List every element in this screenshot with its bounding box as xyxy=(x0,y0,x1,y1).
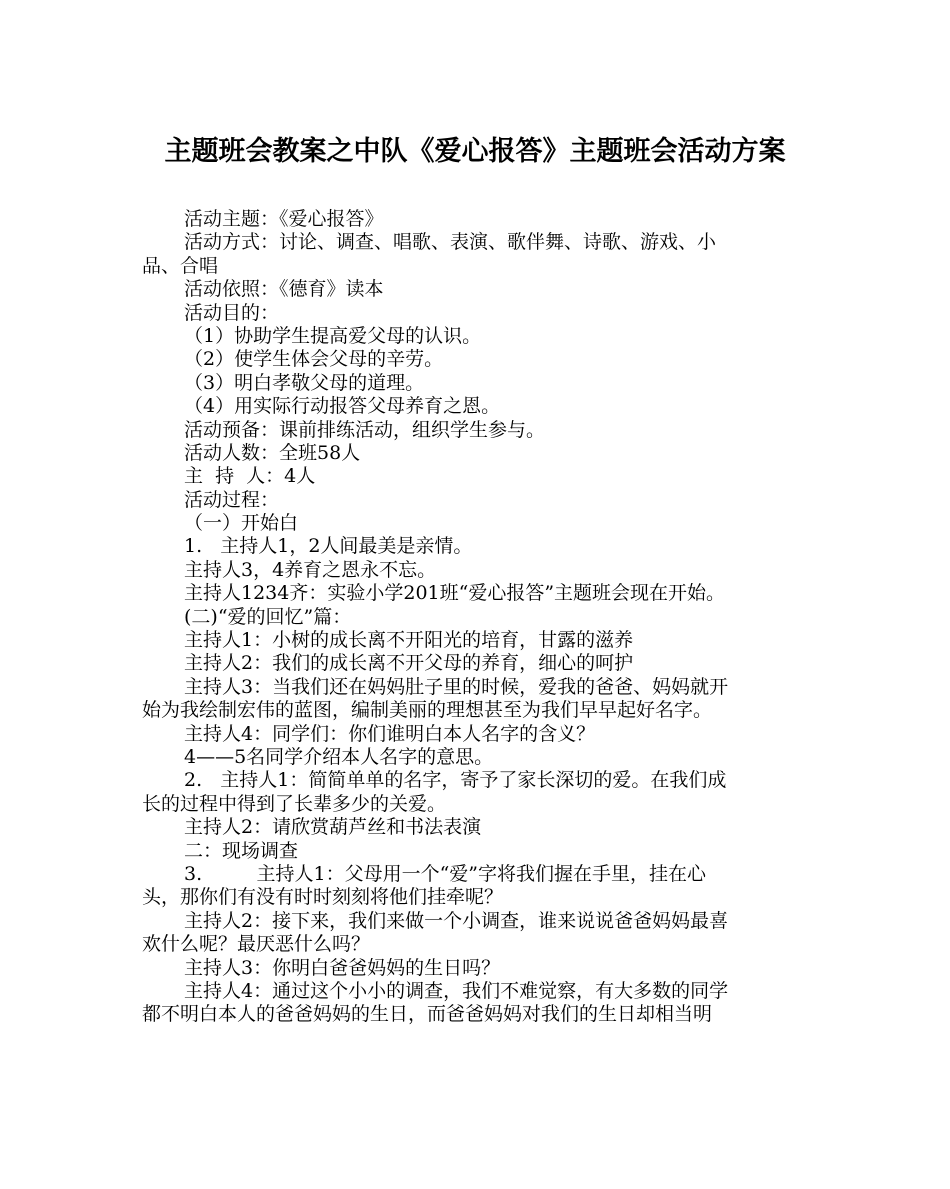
text-line: (二)“爱的回忆”篇： xyxy=(184,605,352,628)
text-line: 2. 主持人1：简简单单的名字，寄予了家长深切的爱。在我们成 xyxy=(184,769,727,792)
text-line: （4）用实际行动报答父母养育之恩。 xyxy=(184,395,501,418)
text-line: 主持人3：你明白爸爸妈妈的生日吗？ xyxy=(184,956,501,979)
text-line: 主持人3：当我们还在妈妈肚子里的时候，爱我的爸爸、妈妈就开 xyxy=(184,675,729,698)
text-line: 4——5名同学介绍本人名字的意思。 xyxy=(184,745,494,768)
text-line: 活动主题：《爱心报答》 xyxy=(184,208,384,230)
text-line: 头，那你们有没有时时刻刻将他们挂牵呢？ xyxy=(142,886,504,909)
text-line: 始为我绘制宏伟的蓝图，编制美丽的理想甚至为我们早早起好名字。 xyxy=(142,699,713,722)
text-line: 1. 主持人1，2人间最美是亲情。 xyxy=(184,535,473,558)
text-line: 长的过程中得到了长辈多少的关爱。 xyxy=(142,792,447,815)
text-line: 活动目的： xyxy=(184,301,280,324)
text-line: （3）明白孝敬父母的道理。 xyxy=(184,371,425,394)
text-line: （1）协助学生提高爱父母的认识。 xyxy=(184,324,482,347)
text-line: 欢什么呢？最厌恶什么吗？ xyxy=(142,933,371,956)
text-line: 主持人1：小树的成长离不开阳光的培育，甘露的滋养 xyxy=(184,629,634,652)
document-body xyxy=(142,208,810,1027)
text-line: 主 持 人：4人 xyxy=(184,465,316,488)
text-line: 活动人数：全班58人 xyxy=(184,441,361,464)
text-line: 活动预备：课前排练活动，组织学生参与。 xyxy=(184,418,546,441)
text-line: 二：现场调查 xyxy=(184,839,299,862)
text-line: 活动依照：《德育》读本 xyxy=(184,278,384,301)
document-title: 主题班会教案之中队《爱心报答》主题班会活动方案 xyxy=(164,136,786,167)
text-line: 主持人3，4养育之恩永不忘。 xyxy=(184,558,437,581)
text-line: 主持人2：接下来，我们来做一个小调查，谁来说说爸爸妈妈最喜 xyxy=(184,909,729,932)
text-line: 品、合唱 xyxy=(142,254,219,277)
text-line: 都不明白本人的爸爸妈妈的生日，而爸爸妈妈对我们的生日却相当明 xyxy=(142,1003,713,1026)
text-line: （2）使学生体会父母的辛劳。 xyxy=(184,348,444,371)
text-line: 主持人2：我们的成长离不开父母的养育，细心的呵护 xyxy=(184,652,634,675)
text-line: 主持人4：同学们：你们谁明白本人名字的含义？ xyxy=(184,722,596,745)
text-line: 活动方式：讨论、调查、唱歌、表演、歌伴舞、诗歌、游戏、小 xyxy=(184,231,717,254)
text-line: 活动过程： xyxy=(184,488,280,511)
text-line: 主持人1234齐：实验小学201班“爱心报答”主题班会现在开始。 xyxy=(184,582,726,605)
text-line: （一）开始白 xyxy=(184,512,299,535)
text-line: 3. 主持人1：父母用一个“爱”字将我们握在手里，挂在心 xyxy=(184,862,707,885)
text-line: 主持人4：通过这个小小的调查，我们不难觉察，有大多数的同学 xyxy=(184,979,729,1002)
text-line: 主持人2：请欣赏葫芦丝和书法表演 xyxy=(184,816,482,839)
